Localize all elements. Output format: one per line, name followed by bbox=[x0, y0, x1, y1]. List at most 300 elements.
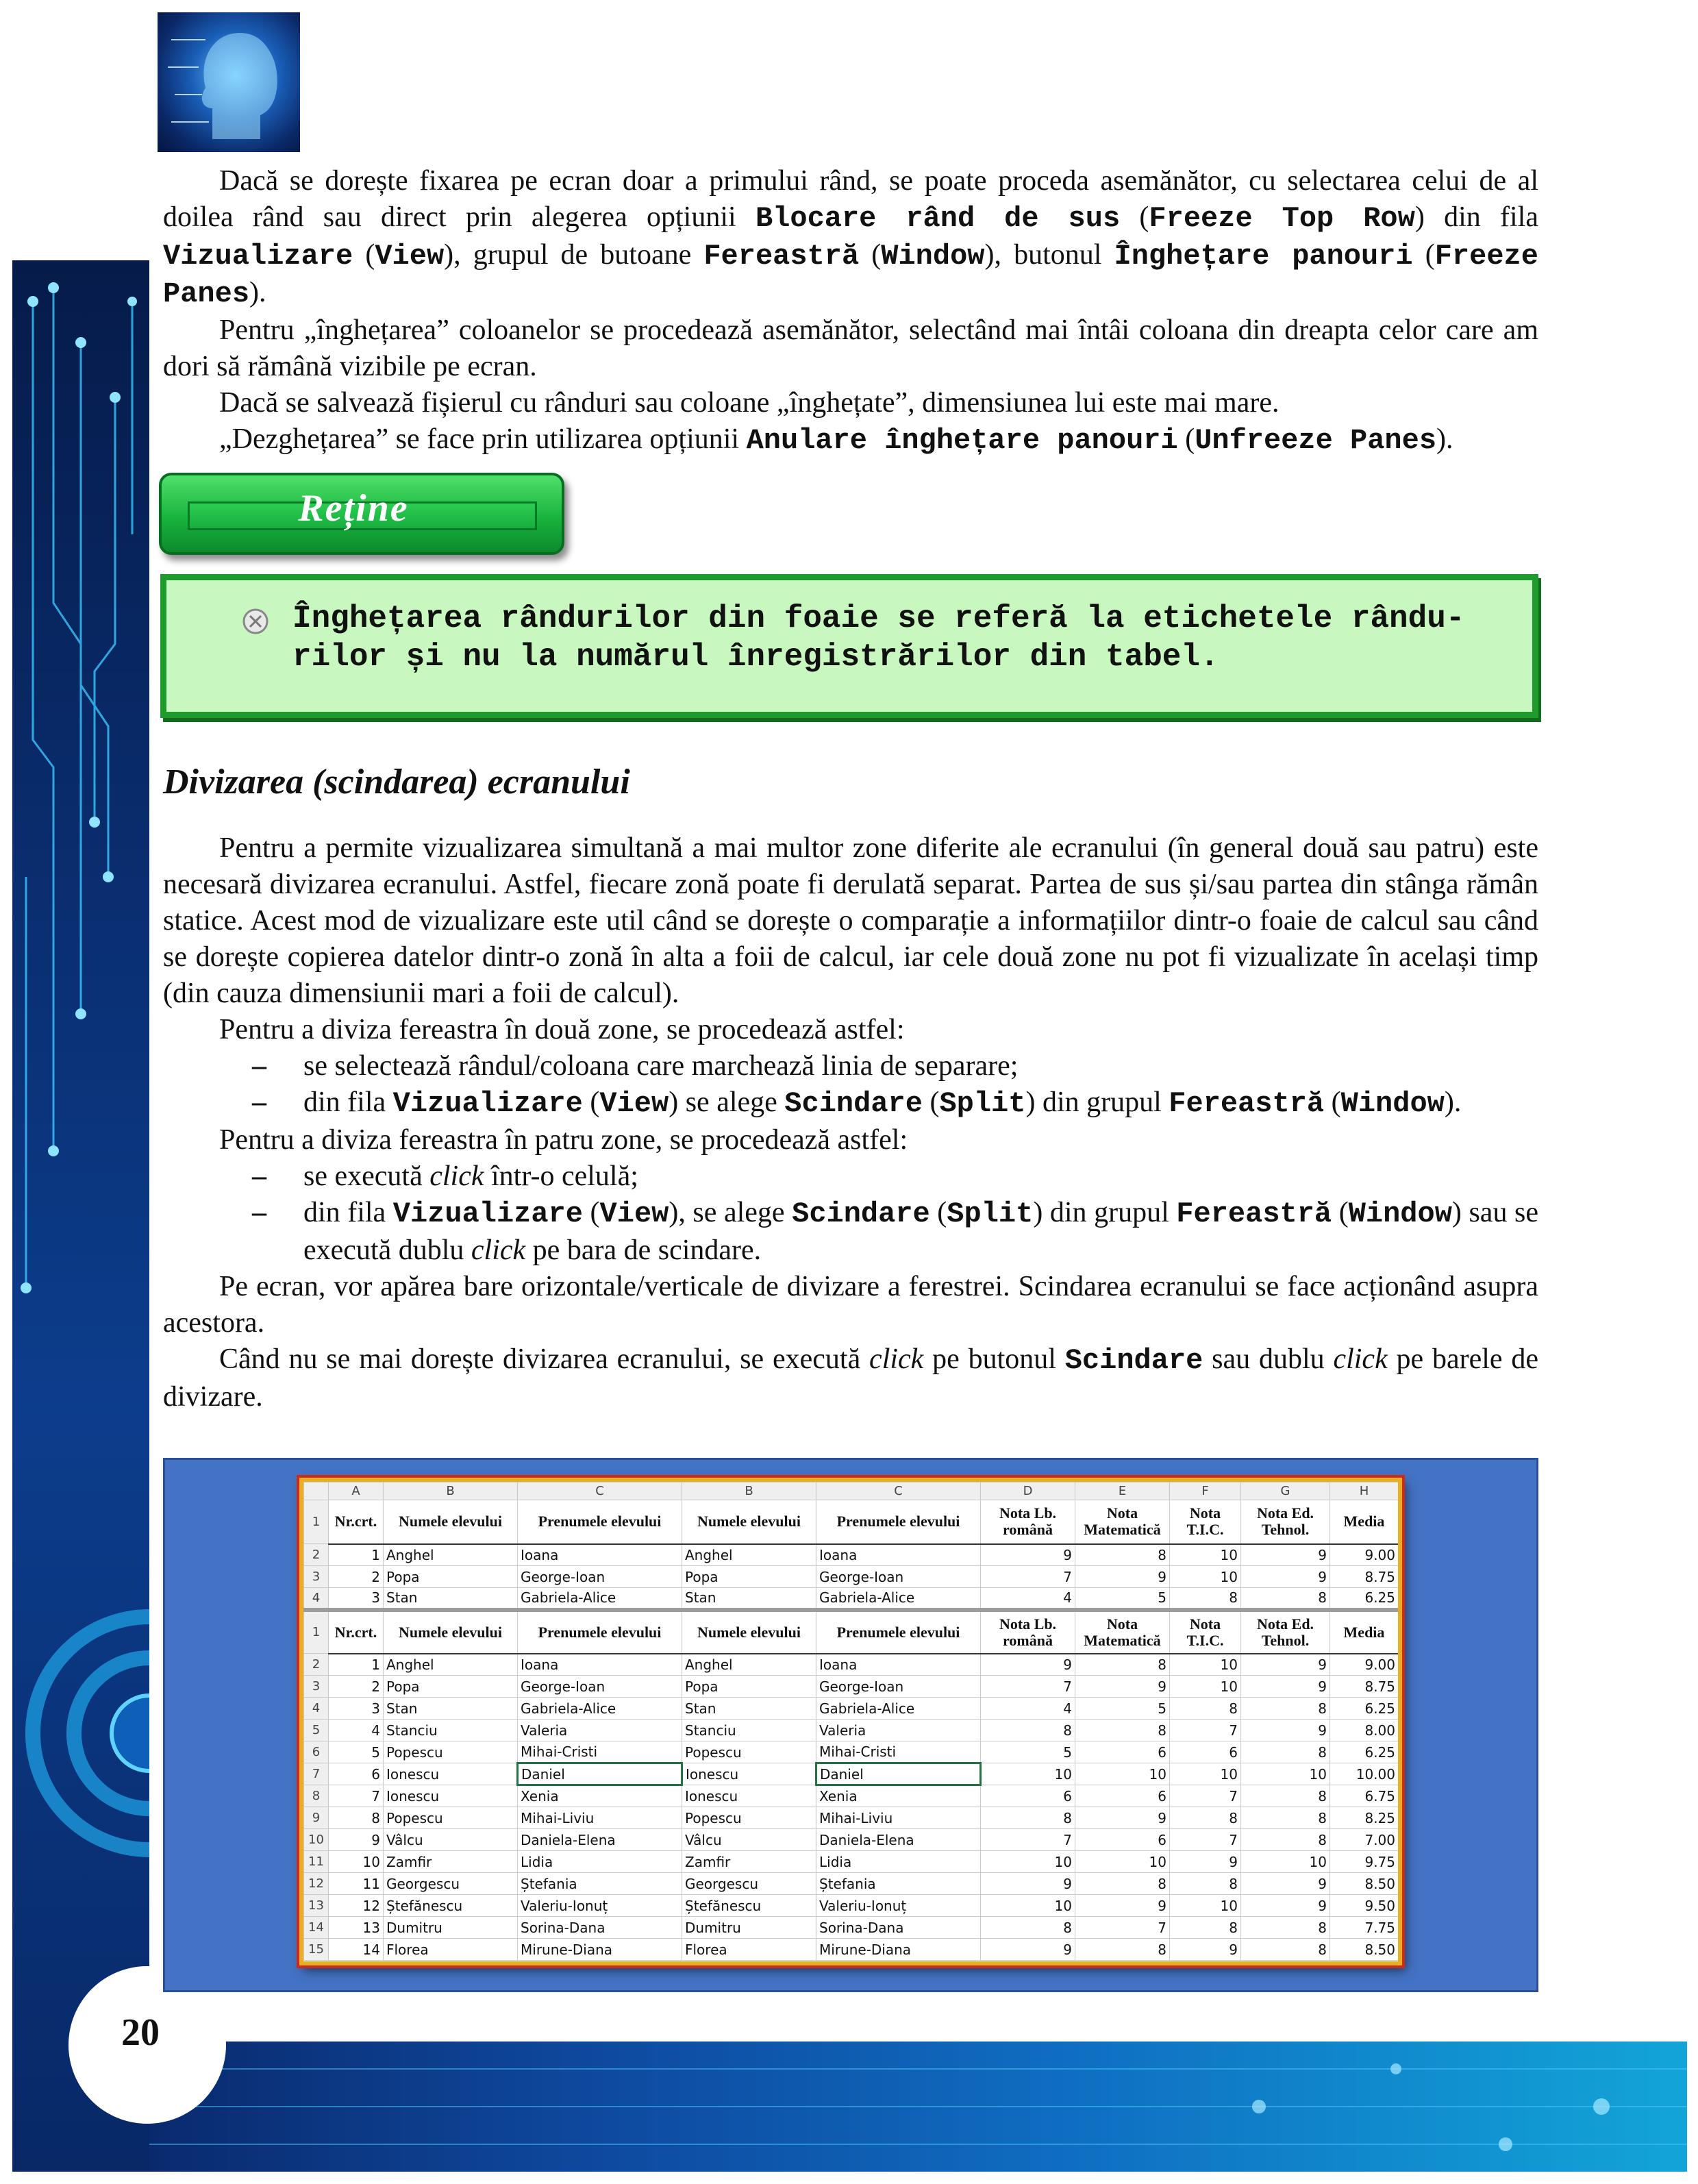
group-name: Fereastră bbox=[703, 240, 860, 273]
cell[interactable]: Ștefănescu bbox=[384, 1895, 518, 1917]
cell[interactable]: 7.00 bbox=[1330, 1829, 1399, 1851]
cell[interactable]: 10 bbox=[1241, 1851, 1330, 1873]
cell[interactable]: 6.25 bbox=[1330, 1741, 1399, 1763]
table-row bbox=[304, 1741, 1399, 1763]
cell[interactable]: 10 bbox=[981, 1851, 1075, 1873]
cell[interactable]: 7.75 bbox=[1330, 1917, 1399, 1939]
cell[interactable]: 8 bbox=[1241, 1829, 1330, 1851]
row-number[interactable]: 8 bbox=[304, 1785, 329, 1807]
cell[interactable]: Xenia bbox=[816, 1785, 981, 1807]
row-number[interactable]: 6 bbox=[304, 1741, 329, 1763]
intro-text bbox=[163, 163, 1538, 459]
cell[interactable]: 2 bbox=[329, 1566, 384, 1588]
cell[interactable]: 9 bbox=[1241, 1544, 1330, 1566]
cell[interactable]: Valeriu-Ionuț bbox=[518, 1895, 682, 1917]
paragraph-two-zones: Pentru a diviza fereastra în două zone, se procedează astfel: bbox=[219, 1014, 905, 1045]
row-number[interactable]: 14 bbox=[304, 1917, 329, 1939]
paragraph-four-zones: Pentru a diviza fereastra în patru zone, se procedează astfel: bbox=[219, 1124, 908, 1156]
cell[interactable]: 8 bbox=[981, 1917, 1075, 1939]
cell[interactable]: 8.75 bbox=[1330, 1566, 1399, 1588]
cell[interactable]: Zamfir bbox=[384, 1851, 518, 1873]
cell[interactable]: 8 bbox=[1075, 1873, 1170, 1895]
text-run: ( bbox=[1120, 201, 1149, 233]
dash-icon: – bbox=[252, 1050, 266, 1082]
cell[interactable]: 6 bbox=[1075, 1785, 1170, 1807]
cell[interactable]: Ioana bbox=[816, 1544, 981, 1566]
group-name-en: Window bbox=[1348, 1198, 1452, 1230]
column-letter[interactable]: H bbox=[1330, 1482, 1399, 1500]
button-name-en: Freeze Panes bbox=[163, 240, 1538, 310]
cell[interactable]: 8 bbox=[1241, 1588, 1330, 1610]
cell[interactable]: 9 bbox=[1075, 1676, 1170, 1698]
cell[interactable]: Anghel bbox=[682, 1544, 816, 1566]
column-header-cell[interactable]: Nota Matematică bbox=[1075, 1610, 1170, 1654]
text-run: sau dublu bbox=[1203, 1343, 1334, 1375]
cell[interactable]: Gabriela-Alice bbox=[518, 1588, 682, 1610]
column-header-cell[interactable]: Numele elevului bbox=[682, 1500, 816, 1544]
cell[interactable]: 10 bbox=[1075, 1763, 1170, 1785]
cell[interactable]: 9.00 bbox=[1330, 1654, 1399, 1676]
cell[interactable]: 4 bbox=[981, 1588, 1075, 1610]
cell[interactable]: Gabriela-Alice bbox=[518, 1698, 682, 1720]
row-number[interactable]: 4 bbox=[304, 1698, 329, 1720]
column-header-cell[interactable]: Numele elevului bbox=[384, 1610, 518, 1654]
cell[interactable]: Popescu bbox=[384, 1807, 518, 1829]
text-run: ( bbox=[922, 1087, 940, 1118]
table-row bbox=[304, 1807, 1399, 1829]
column-letter[interactable]: G bbox=[1241, 1482, 1330, 1500]
cell[interactable]: 8.50 bbox=[1330, 1873, 1399, 1895]
option-name-en: Unfreeze Panes bbox=[1195, 424, 1437, 457]
cell[interactable]: 9 bbox=[1241, 1676, 1330, 1698]
cell[interactable]: Ioana bbox=[518, 1654, 682, 1676]
cell[interactable]: Daniela-Elena bbox=[816, 1829, 981, 1851]
row-number[interactable]: 15 bbox=[304, 1939, 329, 1961]
column-letter[interactable]: C bbox=[518, 1482, 682, 1500]
cell[interactable]: 6.25 bbox=[1330, 1588, 1399, 1610]
command-name: Scindare bbox=[784, 1087, 923, 1120]
row-number[interactable]: 9 bbox=[304, 1807, 329, 1829]
page-number: 20 bbox=[121, 2011, 160, 2054]
option-name: Blocare rând de sus bbox=[755, 202, 1121, 235]
text-run: ) sau se execută dublu bbox=[303, 1197, 1538, 1266]
cell[interactable]: 8 bbox=[1170, 1873, 1241, 1895]
column-header-cell[interactable]: Numele elevului bbox=[682, 1610, 816, 1654]
cell[interactable]: 7 bbox=[981, 1566, 1075, 1588]
cell[interactable]: 10 bbox=[1170, 1763, 1241, 1785]
table-row bbox=[304, 1917, 1399, 1939]
cell[interactable]: 1 bbox=[329, 1544, 384, 1566]
group-name: Fereastră bbox=[1176, 1198, 1332, 1230]
group-name-en: Window bbox=[881, 240, 985, 273]
column-letter[interactable]: C bbox=[816, 1482, 981, 1500]
cell[interactable]: 9 bbox=[1241, 1566, 1330, 1588]
cell[interactable]: 7 bbox=[1170, 1785, 1241, 1807]
cell[interactable]: 9 bbox=[1075, 1807, 1170, 1829]
cell[interactable]: 10 bbox=[1170, 1544, 1241, 1566]
cell[interactable]: 7 bbox=[1170, 1829, 1241, 1851]
cell[interactable]: 6.75 bbox=[1330, 1785, 1399, 1807]
circuit-lines-icon bbox=[12, 260, 149, 2172]
button-name: Scindare bbox=[1064, 1344, 1203, 1377]
retine-note-box bbox=[160, 574, 1538, 718]
row-number[interactable]: 5 bbox=[304, 1720, 329, 1741]
column-header-cell[interactable]: Nr.crt. bbox=[329, 1610, 384, 1654]
table-row bbox=[304, 1720, 1399, 1741]
cell[interactable]: Popa bbox=[384, 1676, 518, 1698]
column-header-cell[interactable]: Prenumele elevului bbox=[816, 1610, 981, 1654]
cell[interactable]: 10 bbox=[1075, 1851, 1170, 1873]
note-line: Înghețarea rândurilor din foaie se referă la etichetele rându- bbox=[292, 601, 1465, 636]
cell[interactable]: Popa bbox=[384, 1566, 518, 1588]
text-run: ( bbox=[1332, 1197, 1349, 1228]
cell[interactable]: 7 bbox=[1170, 1720, 1241, 1741]
cell[interactable]: 6.25 bbox=[1330, 1698, 1399, 1720]
cell[interactable]: Mihai-Liviu bbox=[816, 1807, 981, 1829]
cell[interactable]: 2 bbox=[329, 1676, 384, 1698]
cell[interactable]: 8 bbox=[1170, 1698, 1241, 1720]
text-run: ) din grupul bbox=[1025, 1087, 1169, 1118]
cell[interactable]: Popescu bbox=[384, 1741, 518, 1763]
cell[interactable]: 8.75 bbox=[1330, 1676, 1399, 1698]
cell[interactable]: George-Ioan bbox=[816, 1676, 981, 1698]
text-run: pe bara de scindare. bbox=[525, 1234, 762, 1266]
cell[interactable]: 3 bbox=[329, 1698, 384, 1720]
paragraph-freeze-columns: Pentru „înghețarea” coloanelor se procedează asemănător, selectând mai întâi coloana din dreapta celor care am dori să rămână vizibile pe ecran. bbox=[163, 314, 1538, 382]
cell[interactable]: 6 bbox=[1075, 1829, 1170, 1851]
cell[interactable]: Xenia bbox=[518, 1785, 682, 1807]
cell[interactable]: Stan bbox=[384, 1588, 518, 1610]
cell[interactable]: Ștefania bbox=[816, 1873, 981, 1895]
cell[interactable]: 10 bbox=[1170, 1895, 1241, 1917]
ai-head-illustration bbox=[158, 12, 300, 152]
cell[interactable]: 5 bbox=[1075, 1588, 1170, 1610]
cell[interactable]: 8 bbox=[1170, 1588, 1241, 1610]
cell[interactable]: Popescu bbox=[682, 1741, 816, 1763]
cell[interactable]: 10 bbox=[1170, 1654, 1241, 1676]
cell[interactable]: 10 bbox=[1170, 1566, 1241, 1588]
text-run: din fila bbox=[303, 1087, 393, 1118]
cell[interactable]: Sorina-Dana bbox=[816, 1917, 981, 1939]
cell[interactable]: 8 bbox=[1241, 1939, 1330, 1961]
cell[interactable]: Ștefănescu bbox=[682, 1895, 816, 1917]
italic-term: click bbox=[869, 1343, 924, 1375]
text-run: pe barele de divizare. bbox=[163, 1343, 1539, 1413]
cell[interactable]: Valeria bbox=[518, 1720, 682, 1741]
paragraph-split-bars: Pe ecran, vor apărea bare orizontale/verticale de divizare a ferestrei. Scindarea ecranului se face acționând asupra acestora. bbox=[163, 1271, 1538, 1339]
cell[interactable]: 8 bbox=[981, 1807, 1075, 1829]
row-number[interactable]: 1 bbox=[304, 1500, 329, 1544]
text-run: ). bbox=[1444, 1087, 1462, 1118]
cell[interactable]: 1 bbox=[329, 1654, 384, 1676]
split-screen-figure bbox=[163, 1458, 1538, 1992]
cell[interactable]: 9 bbox=[981, 1873, 1075, 1895]
text-run: ( bbox=[353, 239, 375, 271]
cell[interactable]: 6 bbox=[1170, 1741, 1241, 1763]
column-header-cell[interactable]: Prenumele elevului bbox=[518, 1500, 682, 1544]
command-name: Scindare bbox=[792, 1198, 930, 1230]
column-header-cell[interactable]: Nota Lb. română bbox=[981, 1610, 1075, 1654]
text-run: ). bbox=[249, 277, 266, 308]
tab-name-en: View bbox=[599, 1087, 669, 1120]
column-letter[interactable]: E bbox=[1075, 1482, 1170, 1500]
cell[interactable]: 9 bbox=[1241, 1720, 1330, 1741]
cell[interactable]: 9 bbox=[1241, 1873, 1330, 1895]
cell[interactable]: Mirune-Diana bbox=[816, 1939, 981, 1961]
note-line: rilor și nu la numărul înregistrărilor din tabel. bbox=[292, 639, 1219, 675]
cell[interactable]: Ioana bbox=[518, 1544, 682, 1566]
retine-label: Reține bbox=[298, 487, 409, 530]
table-row bbox=[304, 1895, 1399, 1917]
cell[interactable]: Anghel bbox=[682, 1654, 816, 1676]
column-letter[interactable]: B bbox=[384, 1482, 518, 1500]
table-row bbox=[304, 1654, 1399, 1676]
tab-name-en: View bbox=[375, 240, 445, 273]
cell[interactable]: 8.25 bbox=[1330, 1807, 1399, 1829]
column-header-cell[interactable]: Nota T.I.C. bbox=[1170, 1610, 1241, 1654]
cell[interactable]: 11 bbox=[329, 1873, 384, 1895]
cell[interactable]: 10 bbox=[1170, 1676, 1241, 1698]
cell[interactable]: 8 bbox=[1241, 1741, 1330, 1763]
cell[interactable]: Anghel bbox=[384, 1544, 518, 1566]
cell[interactable]: 7 bbox=[981, 1829, 1075, 1851]
column-header-cell[interactable]: Prenumele elevului bbox=[816, 1500, 981, 1544]
cell[interactable]: Ioana bbox=[816, 1654, 981, 1676]
table-header-row bbox=[304, 1610, 1399, 1654]
tab-name: Vizualizare bbox=[392, 1198, 583, 1230]
cell[interactable]: Popa bbox=[682, 1676, 816, 1698]
spreadsheet-grid[interactable] bbox=[299, 1478, 1402, 1965]
cell[interactable]: 8 bbox=[1241, 1917, 1330, 1939]
column-letter[interactable]: D bbox=[981, 1482, 1075, 1500]
cell[interactable]: 9 bbox=[1170, 1851, 1241, 1873]
cell[interactable]: Dumitru bbox=[384, 1917, 518, 1939]
cell[interactable]: Mihai-Liviu bbox=[518, 1807, 682, 1829]
cell[interactable]: Dumitru bbox=[682, 1917, 816, 1939]
tab-name: Vizualizare bbox=[163, 240, 353, 273]
column-header-cell[interactable]: Nota Lb. română bbox=[981, 1500, 1075, 1544]
option-name-en: Freeze Top Row bbox=[1149, 202, 1415, 235]
cell[interactable]: 8 bbox=[1241, 1807, 1330, 1829]
list-item bbox=[163, 1084, 1538, 1122]
cell[interactable]: 8 bbox=[1241, 1698, 1330, 1720]
cell[interactable]: George-Ioan bbox=[816, 1566, 981, 1588]
cell[interactable]: 9 bbox=[1170, 1939, 1241, 1961]
cell[interactable]: Ionescu bbox=[384, 1785, 518, 1807]
cell[interactable]: Stan bbox=[384, 1698, 518, 1720]
group-name-en: Window bbox=[1340, 1087, 1445, 1120]
table-row bbox=[304, 1829, 1399, 1851]
cell[interactable]: 9 bbox=[981, 1544, 1075, 1566]
column-header-cell[interactable]: Nr.crt. bbox=[329, 1500, 384, 1544]
row-number[interactable]: 2 bbox=[304, 1654, 329, 1676]
row-number[interactable]: 12 bbox=[304, 1873, 329, 1895]
cell[interactable]: 13 bbox=[329, 1917, 384, 1939]
cell[interactable]: 3 bbox=[329, 1588, 384, 1610]
column-header-cell[interactable]: Prenumele elevului bbox=[518, 1610, 682, 1654]
text-run: ( bbox=[583, 1197, 600, 1228]
cell[interactable]: 9 bbox=[1075, 1566, 1170, 1588]
cell[interactable]: Stanciu bbox=[384, 1720, 518, 1741]
cell[interactable]: Daniel bbox=[816, 1763, 981, 1785]
dash-icon: – bbox=[252, 1087, 266, 1118]
cell[interactable]: Lidia bbox=[518, 1851, 682, 1873]
cell[interactable]: Anghel bbox=[384, 1654, 518, 1676]
row-number[interactable]: 3 bbox=[304, 1566, 329, 1588]
button-name: Înghețare panouri bbox=[1114, 240, 1413, 273]
select-all-corner[interactable] bbox=[304, 1482, 329, 1500]
cell[interactable]: 8 bbox=[981, 1720, 1075, 1741]
column-header-cell[interactable]: Nota T.I.C. bbox=[1170, 1500, 1241, 1544]
cell[interactable]: 8.00 bbox=[1330, 1720, 1399, 1741]
row-number[interactable]: 11 bbox=[304, 1851, 329, 1873]
column-letter[interactable]: F bbox=[1170, 1482, 1241, 1500]
cell[interactable]: 9 bbox=[981, 1654, 1075, 1676]
paragraph-freeze-top-row bbox=[163, 163, 1538, 312]
cell[interactable]: 9 bbox=[1241, 1895, 1330, 1917]
column-header-row bbox=[304, 1482, 1399, 1500]
cell[interactable]: 9.75 bbox=[1330, 1851, 1399, 1873]
column-letter[interactable]: A bbox=[329, 1482, 384, 1500]
cell[interactable]: 5 bbox=[1075, 1698, 1170, 1720]
cell[interactable]: Ionescu bbox=[384, 1763, 518, 1785]
text-run: ( bbox=[929, 1197, 947, 1228]
cell[interactable]: Zamfir bbox=[682, 1851, 816, 1873]
paragraph-remove-split bbox=[163, 1341, 1538, 1415]
italic-term: click bbox=[1333, 1343, 1388, 1375]
cell[interactable]: Stanciu bbox=[682, 1720, 816, 1741]
column-header-cell[interactable]: Nota Ed. Tehnol. bbox=[1241, 1500, 1330, 1544]
cell[interactable]: 8.50 bbox=[1330, 1939, 1399, 1961]
cell[interactable]: 10.00 bbox=[1330, 1763, 1399, 1785]
cell[interactable]: 10 bbox=[981, 1895, 1075, 1917]
table-row bbox=[304, 1676, 1399, 1698]
column-header-cell[interactable]: Nota Matematică bbox=[1075, 1500, 1170, 1544]
cell[interactable]: Valeriu-Ionuț bbox=[816, 1895, 981, 1917]
row-number[interactable]: 3 bbox=[304, 1676, 329, 1698]
cell[interactable]: Vâlcu bbox=[384, 1829, 518, 1851]
cell[interactable]: George-Ioan bbox=[518, 1566, 682, 1588]
text-run: ) din grupul bbox=[1033, 1197, 1177, 1228]
cell[interactable]: 9 bbox=[1241, 1654, 1330, 1676]
cell[interactable]: 8 bbox=[1170, 1807, 1241, 1829]
cell[interactable]: Sorina-Dana bbox=[518, 1917, 682, 1939]
cell[interactable]: 8 bbox=[1075, 1720, 1170, 1741]
row-number[interactable]: 7 bbox=[304, 1763, 329, 1785]
cell[interactable]: Georgescu bbox=[384, 1873, 518, 1895]
option-name: Anulare înghețare panouri bbox=[746, 424, 1178, 457]
text-run: ( bbox=[1177, 423, 1195, 455]
cell[interactable]: 9 bbox=[981, 1939, 1075, 1961]
cell[interactable]: Florea bbox=[682, 1939, 816, 1961]
cell[interactable]: 6 bbox=[981, 1785, 1075, 1807]
cell[interactable]: Stan bbox=[682, 1588, 816, 1610]
row-number[interactable]: 10 bbox=[304, 1829, 329, 1851]
cell[interactable]: 8 bbox=[329, 1807, 384, 1829]
row-number[interactable]: 1 bbox=[304, 1610, 329, 1654]
paragraph-split-intro: Pentru a permite vizualizarea simultană a mai multor zone diferite ale ecranului (în general două sau patru) este necesară divizarea ecranului. Astfel, fiecare zonă poate fi derulată separat. Partea de sus și/sau partea din stânga rămân statice. Acest mod de vizualizare este util când se dorește o comparație a informațiilor dintr-o foaie de calcul sau când se dorește copierea datelor dintr-o zonă în alta a foii de calcul, iar cele două zone nu pot fi vizualizate în același timp (din cauza dimensiunii mari a foii de calcul). bbox=[163, 832, 1538, 1009]
cell[interactable]: 10 bbox=[981, 1763, 1075, 1785]
cell[interactable]: Daniel bbox=[518, 1763, 682, 1785]
circuit-decoration-strip bbox=[12, 260, 149, 2172]
text-run: ( bbox=[1412, 239, 1435, 271]
column-header-cell[interactable]: Media bbox=[1330, 1500, 1399, 1544]
column-letter[interactable]: B bbox=[682, 1482, 816, 1500]
cell[interactable]: 6 bbox=[1075, 1741, 1170, 1763]
cell[interactable]: Ionescu bbox=[682, 1785, 816, 1807]
row-number[interactable]: 13 bbox=[304, 1895, 329, 1917]
paragraph-unfreeze bbox=[163, 421, 1538, 459]
row-number[interactable]: 2 bbox=[304, 1544, 329, 1566]
italic-term: click bbox=[471, 1234, 526, 1266]
cell[interactable]: Mihai-Cristi bbox=[518, 1741, 682, 1763]
cell[interactable]: Ștefania bbox=[518, 1873, 682, 1895]
cell[interactable]: 9 bbox=[329, 1829, 384, 1851]
cell[interactable]: 8 bbox=[1170, 1917, 1241, 1939]
cell[interactable]: Stan bbox=[682, 1698, 816, 1720]
cell[interactable]: Popa bbox=[682, 1566, 816, 1588]
cell[interactable]: Gabriela-Alice bbox=[816, 1588, 981, 1610]
cell[interactable]: Mirune-Diana bbox=[518, 1939, 682, 1961]
cell[interactable]: 4 bbox=[981, 1698, 1075, 1720]
cell[interactable]: 7 bbox=[981, 1676, 1075, 1698]
column-header-cell[interactable]: Media bbox=[1330, 1610, 1399, 1654]
cell[interactable]: 14 bbox=[329, 1939, 384, 1961]
cell[interactable]: Lidia bbox=[816, 1851, 981, 1873]
cell[interactable]: Mihai-Cristi bbox=[816, 1741, 981, 1763]
cell[interactable]: 9.50 bbox=[1330, 1895, 1399, 1917]
text-run: Dacă se dorește fixarea pe ecran doar a primului rând, se poate proceda asemănător, cu selectarea celui de al doilea rând sau direct prin alegerea opțiunii bbox=[163, 165, 1538, 233]
text-run: ( bbox=[859, 239, 882, 271]
cell[interactable]: 10 bbox=[1241, 1763, 1330, 1785]
table-row bbox=[304, 1763, 1399, 1785]
section-title: Divizarea (scindarea) ecranului bbox=[163, 762, 630, 802]
cell[interactable]: Georgescu bbox=[682, 1873, 816, 1895]
text-run: într-o celulă; bbox=[484, 1161, 638, 1192]
table-row bbox=[304, 1873, 1399, 1895]
cell[interactable]: Daniela-Elena bbox=[518, 1829, 682, 1851]
cell[interactable]: 8 bbox=[1075, 1654, 1170, 1676]
cell[interactable]: Valeria bbox=[816, 1720, 981, 1741]
cell[interactable]: 9 bbox=[1075, 1895, 1170, 1917]
cell[interactable]: Ionescu bbox=[682, 1763, 816, 1785]
cell[interactable]: 7 bbox=[1075, 1917, 1170, 1939]
cell[interactable]: Gabriela-Alice bbox=[816, 1698, 981, 1720]
italic-term: click bbox=[429, 1161, 484, 1192]
cell[interactable]: 5 bbox=[329, 1741, 384, 1763]
cell[interactable]: 7 bbox=[329, 1785, 384, 1807]
cell[interactable]: 9.00 bbox=[1330, 1544, 1399, 1566]
tab-name: Vizualizare bbox=[392, 1087, 583, 1120]
cell[interactable]: 10 bbox=[329, 1851, 384, 1873]
row-number[interactable]: 4 bbox=[304, 1588, 329, 1610]
cell[interactable]: 4 bbox=[329, 1720, 384, 1741]
cell[interactable]: Popescu bbox=[682, 1807, 816, 1829]
column-header-cell[interactable]: Nota Ed. Tehnol. bbox=[1241, 1610, 1330, 1654]
cell[interactable]: 8 bbox=[1075, 1544, 1170, 1566]
text-run: ). bbox=[1436, 423, 1453, 455]
cell[interactable]: 8 bbox=[1241, 1785, 1330, 1807]
cell[interactable]: 12 bbox=[329, 1895, 384, 1917]
cell[interactable]: 6 bbox=[329, 1763, 384, 1785]
paragraph-file-size: Dacă se salvează fișierul cu rânduri sau coloane „înghețate”, dimensiunea lui este mai mare. bbox=[219, 387, 1279, 419]
cell[interactable]: 8 bbox=[1075, 1939, 1170, 1961]
cell[interactable]: 5 bbox=[981, 1741, 1075, 1763]
cell[interactable]: Florea bbox=[384, 1939, 518, 1961]
cell[interactable]: Vâlcu bbox=[682, 1829, 816, 1851]
cell[interactable]: George-Ioan bbox=[518, 1676, 682, 1698]
column-header-cell[interactable]: Numele elevului bbox=[384, 1500, 518, 1544]
